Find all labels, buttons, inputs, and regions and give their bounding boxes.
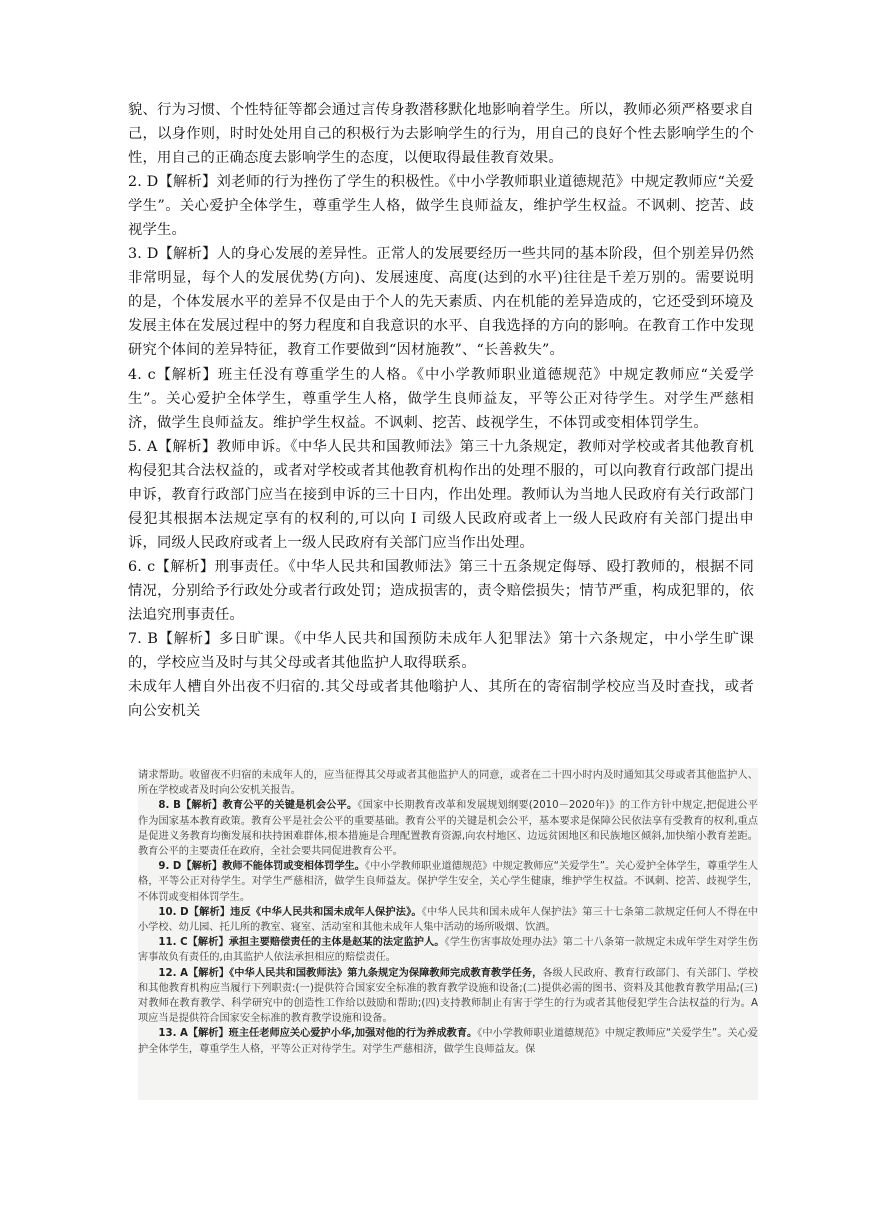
answer-text-section xyxy=(128,98,754,723)
scan-answer-9-heading: 9. D【解析】教师不能体罚或变相体罚学生。 xyxy=(158,861,365,873)
scan-answer-10 xyxy=(138,905,758,935)
scan-answer-12 xyxy=(138,966,758,1027)
scan-answer-11-body: 《学生伤害事故处理办法》第二十八条第一款规定未成年学生对学生伤害事故负有责任的,由其监护人依法承担相应的赔偿责任。 xyxy=(138,937,758,964)
scan-answer-10-body: 《中华人民共和国未成年人保护法》第三十七条第二款规定任何人不得在中小学校、幼儿园、托儿所的教室、寝室、活动室和其他未成年人集中活动的场所吸烟、饮酒。 xyxy=(138,906,758,934)
scan-answer-9-body: 《中小学教师职业道德规范》中规定教师应“关爱学生”。关心爱护全体学生，尊重学生人格，平等公正对待学生。对学生严慈相济，做学生良师益友。保护学生安全，关心学生健康，维护学生权益。不讽刺、挖苦、歧视学生，不体罚或变相体罚学生。 xyxy=(138,861,758,903)
paragraph-continuation: 貌、行为习惯、个性特征等都会通过言传身教潜移默化地影响着学生。所以，教师必须严格要求自己，以身作则，时时处处用自己的积极行为去影响学生的行为，用自己的良好个性去影响学生的个性，用自己的正确态度去影响学生的态度，以便取得最佳教育效果。 xyxy=(128,102,754,167)
answer-7-continuation: 未成年人槽自外出夜不归宿的.其父母或者其他嗡护人、其所在的寄宿制学校应当及时查找，或者向公安机关 xyxy=(128,679,754,720)
scan-answer-9 xyxy=(138,859,758,905)
scan-answer-12-heading: 12. A【解析】《中华人民共和国教师法》第九条规定为保障教师完成教育教学任务， xyxy=(158,967,543,979)
answer-2: 2. D【解析】刘老师的行为挫伤了学生的积极性。《中小学教师职业道德规范》中规定教师应“关爱学生”。关心爱护全体学生，尊重学生人格，做学生良师益友，维护学生权益。不讽刺、挖苦、歧视学生。 xyxy=(128,174,754,239)
answer-6: 6. c【解析】刑事责任。《中华人民共和国教师法》第三十五条规定侮辱、殴打教师的，根据不同情况，分别给予行政处分或者行政处罚；造成损害的，责令赔偿损失；情节严重，构成犯罪的，依法追究刑事责任。 xyxy=(128,558,754,623)
answer-4: 4. c【解析】班主任没有尊重学生的人格。《中小学教师职业道德规范》中规定教师应“关爱学生”。关心爱护全体学生，尊重学生人格，做学生良师益友，平等公正对待学生。对学生严慈相济，做学生良师益友。维护学生权益。不讽刺、挖苦、歧视学生，不体罚或变相体罚学生。 xyxy=(128,366,754,431)
scanned-answer-section xyxy=(138,768,758,1100)
scan-answer-8-body: 《国家中长期教育改革和发展规划纲要(2010－2020年)》的工作方针中规定,把促进公平作为国家基本教育政策。教育公平是社会公平的重要基础。教育公平的关键是机会公平，基本要求是保障公民依法享有受教育的权利,重点是促进义务教育均衡发展和扶持困难群体,根本措施是合理配置教育资源,向农村地区、边远贫困地区和民族地区倾斜,加快缩小教育差距。教育公平的主要责任在政府，全社会要共同促进教育公平。 xyxy=(138,800,758,858)
scan-answer-13-heading: 13. A【解析】班主任老师应关心爱护小华,加强对他的行为养成教育。 xyxy=(158,1028,478,1040)
scan-answer-10-heading: 10. D【解析】违反《中华人民共和国未成年人保护法》。 xyxy=(158,906,422,918)
scan-answer-13 xyxy=(138,1026,758,1056)
scan-answer-11 xyxy=(138,935,758,965)
scan-answer-8-heading: 8. B【解析】教育公平的关键是机会公平。 xyxy=(158,800,358,812)
answer-7: 7. B【解析】多日旷课。《中华人民共和国预防未成年人犯罪法》第十六条规定，中小学生旷课的，学校应当及时与其父母或者其他监护人取得联系。 xyxy=(128,631,754,672)
scan-answer-8 xyxy=(138,798,758,859)
answer-3: 3. D【解析】人的身心发展的差异性。正常人的发展要经历一些共同的基本阶段，但个别差异仍然非常明显，每个人的发展优势(方向)、发展速度、高度(达到的水平)往往是千差万别的。需要说明的是，个体发展水平的差异不仅是由于个人的先天素质、内在机能的差异造成的，它还受到环境及发展主体在发展过程中的努力程度和自我意识的水平、自我选择的方向的影响。在教育工作中发现研究个体间的差异特征，教育工作要做到“因材施教”、“长善救失”。 xyxy=(128,246,754,359)
scan-continuation: 请求帮助。收留夜不归宿的未成年人的，应当征得其父母或者其他监护人的同意，或者在二十四小时内及时通知其父母或者其他监护人、所在学校或者及时向公安机关报告。 xyxy=(138,770,758,797)
scan-answer-13-body: 《中小学教师职业道德规范》中规定教师应“关爱学生”。关心爱护全体学生，尊重学生人格，平等公正对待学生。对学生严慈相济，做学生良师益友。保 xyxy=(138,1028,758,1055)
scan-answer-11-heading: 11. C【解析】承担主要赔偿责任的主体是赵某的法定监护人。 xyxy=(158,937,445,949)
scan-answer-12-body: 各级人民政府、教育行政部门、有关部门、学校和其他教育机构应当履行下列职责:(一)提供符合国家安全标准的教育教学设施和设备;(二)提供必需的图书、资料及其他教育教学用品;(三)对教师在教育教学、科学研究中的创造性工作给以鼓励和帮助;(四)支持教师制止有害于学生的行为或者其他侵犯学生合法权益的行为。A 项应当是提供符合国家安全标准的教育教学设施和设备。 xyxy=(138,967,759,1025)
answer-5: 5. A【解析】教师申诉。《中华人民共和国教师法》第三十九条规定，教师对学校或者其他教育机构侵犯其合法权益的，或者对学校或者其他教育机构作出的处理不服的，可以向教育行政部门提出申诉，教育行政部门应当在接到申诉的三十日内，作出处理。教师认为当地人民政府有关行政部门侵犯其根据本法规定享有的权利的,可以向 I 司级人民政府或者上一级人民政府有关部门提出申诉，同级人民政府或者上一级人民政府有关部门应当作出处理。 xyxy=(128,438,754,551)
